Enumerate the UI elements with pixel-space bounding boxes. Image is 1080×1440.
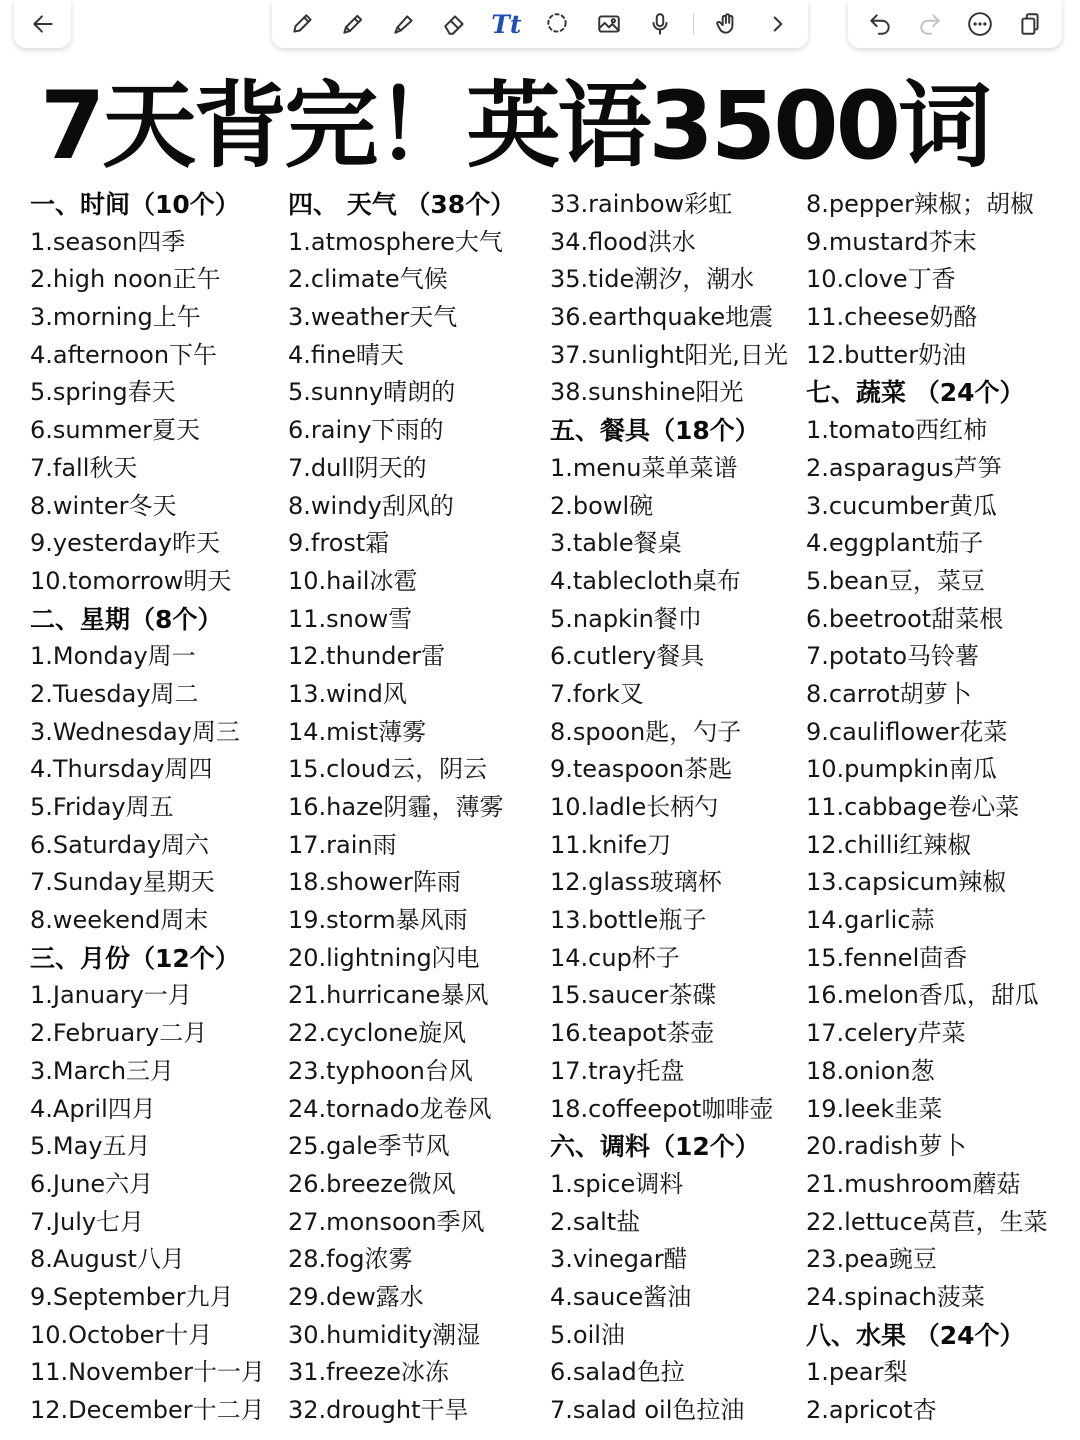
vocab-item: 5.Friday周五 — [30, 793, 174, 821]
vocab-item: 18.shower阵雨 — [288, 868, 461, 897]
vocab-item: 4.tablecloth桌布 — [550, 566, 741, 595]
vocab-item: 11.snow雪 — [288, 604, 413, 633]
toolbar-actions-group — [848, 0, 1062, 48]
word-column-4 — [806, 186, 1071, 1430]
section-heading: 二、星期（8个） — [30, 604, 223, 634]
vocab-item: 7.potato马铃薯 — [806, 642, 980, 671]
vocab-item: 32.drought干旱 — [288, 1396, 469, 1424]
vocab-item: 7.salad oil色拉油 — [550, 1396, 745, 1424]
vocab-item: 12.December十二月 — [30, 1396, 265, 1424]
section-heading: 一、时间（10个） — [30, 190, 240, 219]
vocab-item: 6.cutlery餐具 — [550, 642, 705, 671]
vocab-item: 7.July七月 — [30, 1207, 145, 1236]
vocab-item: 7.Sunday星期天 — [30, 868, 215, 897]
vocab-item: 13.bottle瓶子 — [550, 906, 707, 935]
page-title: 7天背完！英语3500词 — [40, 72, 990, 181]
vocab-item: 3.vinegar醋 — [550, 1245, 688, 1274]
vocab-item: 19.leek韭菜 — [806, 1094, 943, 1123]
vocab-item: 17.tray托盘 — [550, 1056, 685, 1085]
vocab-item: 8.carrot胡萝卜 — [806, 679, 972, 708]
vocab-item: 11.November十一月 — [30, 1358, 266, 1387]
vocab-item: 10.pumpkin南瓜 — [806, 755, 998, 784]
vocab-item: 10.tomorrow明天 — [30, 566, 232, 595]
vocab-item: 20.radish萝卜 — [806, 1132, 967, 1161]
vocab-item: 1.January一月 — [30, 981, 192, 1010]
vocab-item: 1.menu菜单菜谱 — [550, 453, 738, 482]
vocab-item: 23.pea豌豆 — [806, 1245, 937, 1274]
vocab-item: 10.October十月 — [30, 1320, 213, 1349]
vocab-item: 10.ladle长柄勺 — [550, 793, 719, 821]
vocab-item: 15.fennel茴香 — [806, 943, 968, 972]
vocab-item: 5.May五月 — [30, 1132, 151, 1161]
vocab-item: 10.clove丁香 — [806, 265, 956, 294]
vocab-item: 2.bowl碗 — [550, 491, 654, 520]
vocab-item: 14.mist薄雾 — [288, 717, 427, 746]
microphone-icon[interactable] — [642, 6, 678, 42]
vocab-item: 4.eggplant茄子 — [806, 529, 984, 558]
vocab-item: 2.salt盐 — [550, 1207, 641, 1236]
vocab-item: 1.tomato西红柿 — [806, 416, 988, 445]
vocab-item: 8.weekend周末 — [30, 906, 209, 935]
vocab-item: 25.gale季节风 — [288, 1132, 450, 1161]
vocab-item: 12.butter奶油 — [806, 340, 967, 369]
vocab-item: 15.cloud云，阴云 — [288, 755, 488, 784]
word-column-3 — [550, 186, 800, 1430]
highlighter-icon[interactable] — [386, 6, 422, 42]
vocab-item: 9.teaspoon茶匙 — [550, 755, 733, 784]
vocab-item: 2.climate气候 — [288, 265, 448, 294]
vocab-item: 12.thunder雷 — [288, 642, 446, 671]
vocab-item: 1.pear梨 — [806, 1358, 908, 1387]
vocab-item: 3.table餐桌 — [550, 529, 682, 558]
vocab-item: 22.lettuce莴苣，生菜 — [806, 1207, 1048, 1236]
word-column-2 — [288, 186, 543, 1430]
vocab-item: 33.rainbow彩虹 — [550, 190, 733, 218]
vocab-item: 8.winter冬天 — [30, 491, 177, 520]
vocab-item: 13.capsicum辣椒 — [806, 868, 1007, 897]
lasso-icon[interactable] — [539, 6, 575, 42]
vocab-item: 9.cauliflower花菜 — [806, 717, 1008, 746]
vocab-item: 31.freeze冰冻 — [288, 1358, 449, 1387]
vocab-item: 15.saucer茶碟 — [550, 981, 717, 1010]
arrow-left-icon[interactable] — [25, 6, 61, 42]
vocab-item: 12.glass玻璃杯 — [550, 868, 722, 897]
vocab-item: 2.high noon正午 — [30, 265, 221, 294]
vocab-item: 19.storm暴风雨 — [288, 906, 468, 935]
vocab-item: 5.napkin餐巾 — [550, 604, 702, 633]
vocab-item: 4.fine晴天 — [288, 340, 404, 369]
section-heading: 八、水果 （24个） — [806, 1320, 1025, 1350]
vocab-item: 8.spoon匙，勺子 — [550, 717, 742, 746]
vocab-item: 17.rain雨 — [288, 830, 397, 859]
vocab-item: 9.mustard芥末 — [806, 227, 977, 256]
vocab-item: 18.coffeepot咖啡壶 — [550, 1094, 774, 1123]
vocab-item: 13.wind风 — [288, 679, 407, 708]
vocab-item: 20.lightning闪电 — [288, 943, 480, 972]
vocab-item: 27.monsoon季风 — [288, 1207, 485, 1236]
vocab-item: 5.sunny晴朗的 — [288, 378, 456, 407]
vocab-item: 1.season四季 — [30, 227, 186, 256]
vocab-item: 1.Monday周一 — [30, 642, 196, 671]
vocab-item: 2.Tuesday周二 — [30, 679, 199, 708]
word-column-1 — [30, 186, 280, 1430]
vocab-item: 3.March三月 — [30, 1056, 175, 1085]
vocab-item: 3.weather天气 — [288, 303, 458, 332]
vocab-item: 3.Wednesday周三 — [30, 717, 240, 746]
vocab-item: 21.hurricane暴风 — [288, 981, 489, 1010]
section-heading: 七、蔬菜 （24个） — [806, 378, 1025, 408]
vocab-item: 16.haze阴霾，薄雾 — [288, 793, 504, 821]
toolbar-back-group — [14, 0, 71, 48]
vocab-item: 2.apricot杏 — [806, 1396, 937, 1424]
vocab-item: 6.rainy下雨的 — [288, 416, 444, 445]
vocab-item: 22.cyclone旋风 — [288, 1019, 467, 1048]
vocab-item: 9.yesterday昨天 — [30, 529, 221, 558]
vocab-item: 14.cup杯子 — [550, 943, 680, 972]
vocab-item: 29.dew露水 — [288, 1282, 424, 1311]
vocab-item: 4.Thursday周四 — [30, 755, 213, 784]
vocab-item: 23.typhoon台风 — [288, 1056, 473, 1085]
vocab-item: 24.tornado龙卷风 — [288, 1094, 492, 1123]
touch-draw-icon[interactable] — [709, 6, 745, 42]
drawing-toolbar — [272, 0, 808, 48]
vocab-item: 11.cheese奶酪 — [806, 303, 978, 332]
section-heading: 三、月份（12个） — [30, 943, 240, 973]
vocab-item: 4.sauce酱油 — [550, 1282, 692, 1311]
vocab-item: 10.hail冰雹 — [288, 566, 418, 595]
image-icon[interactable] — [591, 6, 627, 42]
vocab-item: 7.fall秋天 — [30, 453, 138, 482]
vocab-item: 6.beetroot甜菜根 — [806, 604, 1004, 633]
vocab-item: 18.onion葱 — [806, 1056, 935, 1085]
vocab-item: 1.atmosphere大气 — [288, 227, 503, 256]
vocab-item: 9.September九月 — [30, 1282, 234, 1311]
vocab-item: 37.sunlight阳光,日光 — [550, 340, 788, 369]
vocab-item: 9.frost霜 — [288, 529, 390, 558]
section-heading: 六、调料（12个） — [550, 1132, 760, 1162]
pencil-icon[interactable] — [335, 6, 371, 42]
redo-icon[interactable] — [912, 6, 948, 42]
vocab-item: 16.teapot茶壶 — [550, 1019, 715, 1048]
vocab-item: 6.salad色拉 — [550, 1358, 685, 1387]
vocab-item: 21.mushroom蘑菇 — [806, 1169, 1021, 1198]
vocab-item: 28.fog浓雾 — [288, 1245, 413, 1274]
vocab-item: 26.breeze微风 — [288, 1169, 456, 1198]
vocab-item: 11.cabbage卷心菜 — [806, 793, 1020, 821]
vocab-item: 17.celery芹菜 — [806, 1019, 966, 1048]
vocab-item: 6.Saturday周六 — [30, 830, 210, 859]
more-icon[interactable] — [962, 6, 998, 42]
pen-icon[interactable] — [284, 6, 320, 42]
vocab-item: 5.spring春天 — [30, 378, 176, 407]
undo-icon[interactable] — [862, 6, 898, 42]
vocab-item: 5.bean豆，菜豆 — [806, 566, 985, 595]
vocab-item: 11.knife刀 — [550, 830, 672, 859]
vocab-item: 7.fork叉 — [550, 679, 644, 708]
vocab-item: 36.earthquake地震 — [550, 303, 774, 332]
vocab-item: 7.dull阴天的 — [288, 453, 427, 482]
vocab-item: 16.melon香瓜，甜瓜 — [806, 981, 1039, 1010]
vocab-item: 12.chilli红辣椒 — [806, 830, 972, 859]
vocab-item: 38.sunshine阳光 — [550, 378, 744, 407]
vocab-item: 2.asparagus芦笋 — [806, 453, 1002, 482]
vocab-item: 8.pepper辣椒；胡椒 — [806, 190, 1034, 218]
text-tool-icon[interactable]: Tt — [491, 9, 522, 39]
vocab-item: 8.August八月 — [30, 1245, 185, 1274]
vocab-item: 3.morning上午 — [30, 303, 201, 332]
eraser-icon[interactable] — [437, 6, 473, 42]
vocab-item: 30.humidity潮湿 — [288, 1320, 481, 1349]
vocab-item: 34.flood洪水 — [550, 227, 696, 256]
vocab-item: 24.spinach菠菜 — [806, 1282, 985, 1311]
section-heading: 五、餐具（18个） — [550, 416, 760, 446]
vocab-item: 6.summer夏天 — [30, 416, 201, 445]
vocab-item: 8.windy刮风的 — [288, 491, 454, 520]
chevron-right-icon[interactable] — [760, 6, 796, 42]
toolbar-divider — [693, 13, 694, 35]
vocab-item: 4.April四月 — [30, 1094, 156, 1123]
vocab-item: 2.February二月 — [30, 1019, 208, 1048]
vocab-item: 5.oil油 — [550, 1320, 625, 1349]
pages-icon[interactable] — [1012, 6, 1048, 42]
vocab-item: 4.afternoon下午 — [30, 340, 218, 369]
vocab-item: 6.June六月 — [30, 1169, 154, 1198]
vocab-item: 14.garlic蒜 — [806, 906, 935, 935]
section-heading: 四、 天气 （38个） — [288, 190, 516, 219]
vocab-item: 3.cucumber黄瓜 — [806, 491, 997, 520]
vocab-item: 1.spice调料 — [550, 1169, 684, 1198]
vocab-item: 35.tide潮汐，潮水 — [550, 265, 755, 294]
